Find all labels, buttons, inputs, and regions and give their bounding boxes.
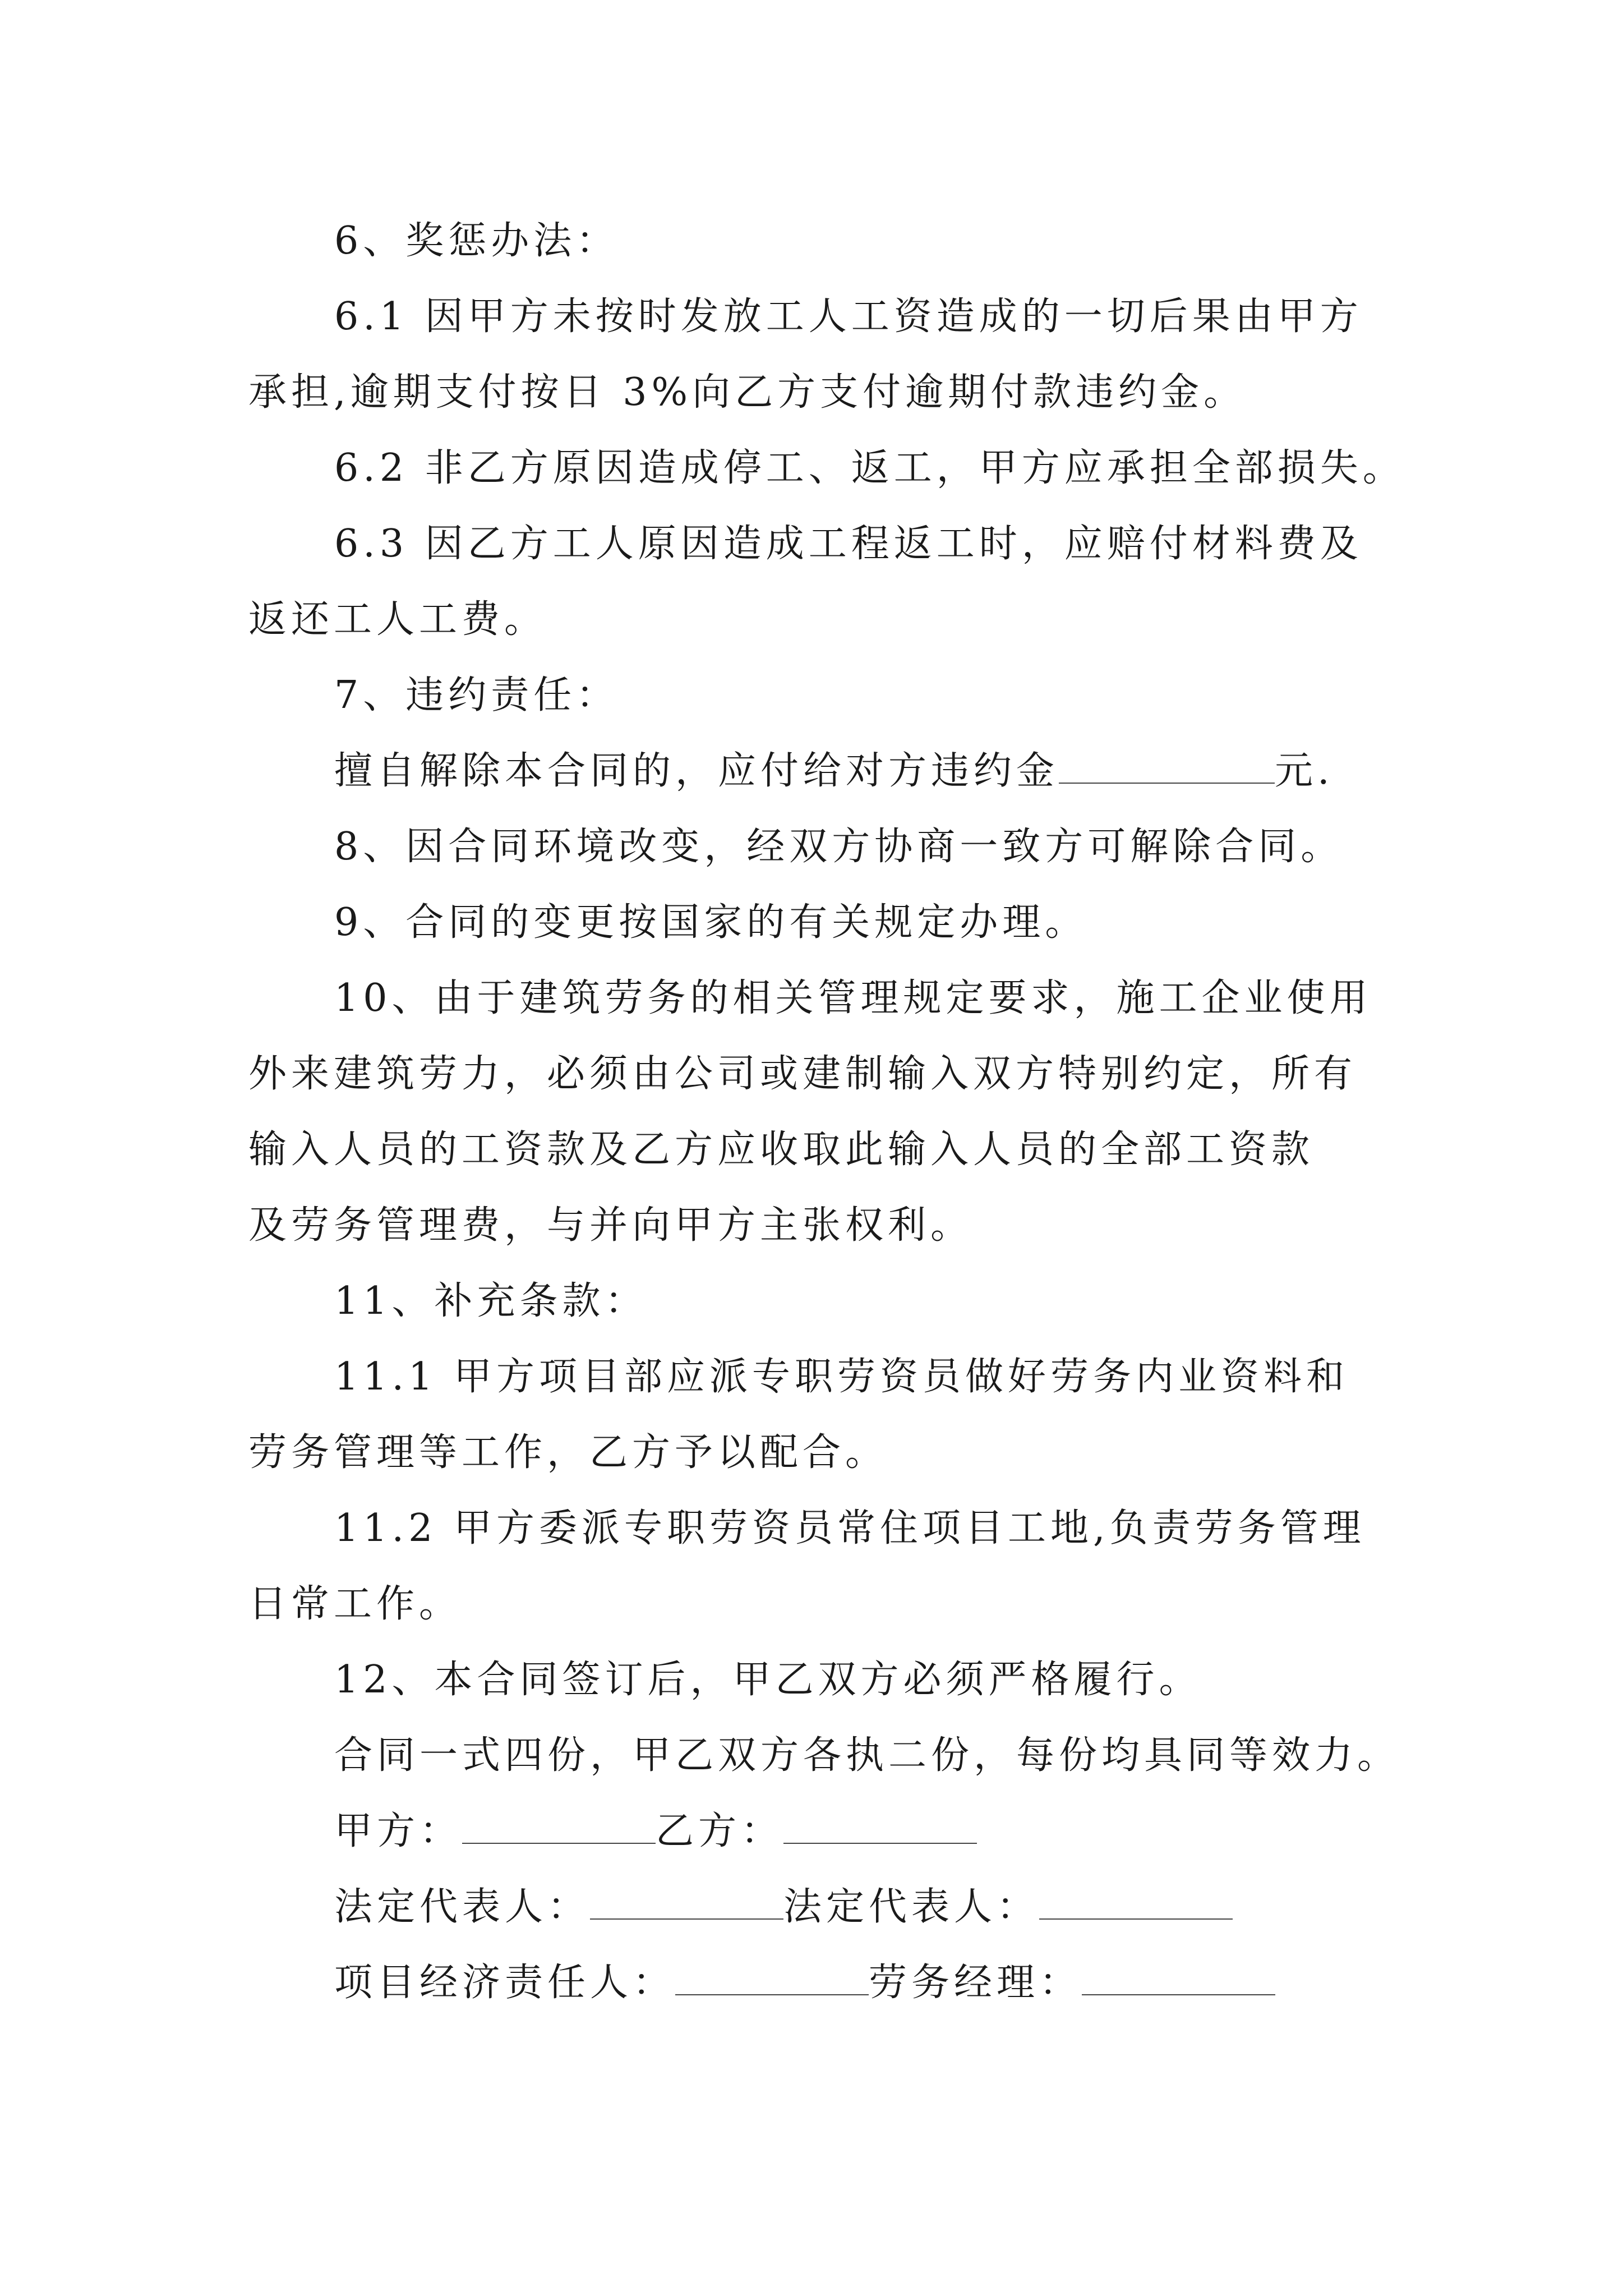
clause-11-1-line-2: 劳务管理等工作，乙方予以配合。: [248, 1430, 888, 1475]
project-manager-blank: [675, 1961, 869, 1995]
party-a-label: 甲方：: [334, 1809, 463, 1853]
section-8: 8、因合同环境改变，经双方协商一致方可解除合同。: [334, 825, 1344, 869]
legal-rep-b-blank: [1039, 1885, 1233, 1920]
clause-6-1-line-1: 6.1 因甲方未按时发放工人工资造成的一切后果由甲方: [334, 295, 1363, 339]
penalty-text: 擅自解除本合同的，应付给对方违约金: [334, 749, 1059, 793]
clause-11-1-line-1: 11.1 甲方项目部应派专职劳资员做好劳务内业资料和: [334, 1355, 1349, 1399]
signature-manager-row: [334, 1961, 1275, 2005]
penalty-amount-blank: [1059, 749, 1275, 784]
section-10-line-1: 10、由于建筑劳务的相关管理规定要求，施工企业使用: [334, 976, 1372, 1020]
section-6-heading: 6、奖惩办法：: [334, 219, 619, 263]
legal-rep-a-label: 法定代表人：: [334, 1885, 591, 1929]
section-7-heading: 7、违约责任：: [334, 673, 619, 717]
clause-11-2-line-2: 日常工作。: [248, 1582, 462, 1626]
penalty-line: [334, 749, 1334, 794]
clause-6-3-line-2: 返还工人工费。: [248, 597, 547, 642]
clause-6-2: 6.2 非乙方原因造成停工、返工，甲方应承担全部损失。: [334, 446, 1405, 490]
section-10-line-3: 输入人员的工资款及乙方应收取此输入人员的全部工资款: [248, 1128, 1315, 1172]
section-10-line-2: 外来建筑劳力，必须由公司或建制输入双方特别约定，所有: [248, 1052, 1357, 1096]
signature-legal-rep-row: [334, 1885, 1233, 1930]
section-10-line-4: 及劳务管理费，与并向甲方主张权利。: [248, 1203, 974, 1248]
section-9: 9、合同的变更按国家的有关规定办理。: [334, 900, 1088, 945]
clause-6-3-line-1: 6.3 因乙方工人原因造成工程返工时，应赔付材料费及: [334, 522, 1363, 566]
party-b-label: 乙方：: [656, 1809, 784, 1853]
signature-party-row: [334, 1809, 977, 1854]
clause-6-1-line-2: 承担,逾期支付按日 3%向乙方支付逾期付款违约金。: [248, 370, 1247, 415]
project-manager-label: 项目经济责任人：: [334, 1961, 676, 2005]
labor-manager-blank: [1082, 1961, 1275, 1995]
party-a-blank: [462, 1809, 656, 1844]
party-b-blank: [783, 1809, 977, 1844]
legal-rep-b-label: 法定代表人：: [783, 1885, 1040, 1929]
section-12: 12、本合同签订后，甲乙双方必须严格履行。: [334, 1658, 1202, 1702]
penalty-unit: 元.: [1275, 749, 1334, 793]
copies-clause: 合同一式四份，甲乙双方各执二份，每份均具同等效力。: [334, 1733, 1400, 1778]
clause-11-2-line-1: 11.2 甲方委派专职劳资员常住项目工地,负责劳务管理: [334, 1506, 1366, 1550]
legal-rep-a-blank: [590, 1885, 783, 1920]
section-11-heading: 11、补充条款：: [334, 1279, 648, 1323]
labor-manager-label: 劳务经理：: [869, 1961, 1082, 2005]
